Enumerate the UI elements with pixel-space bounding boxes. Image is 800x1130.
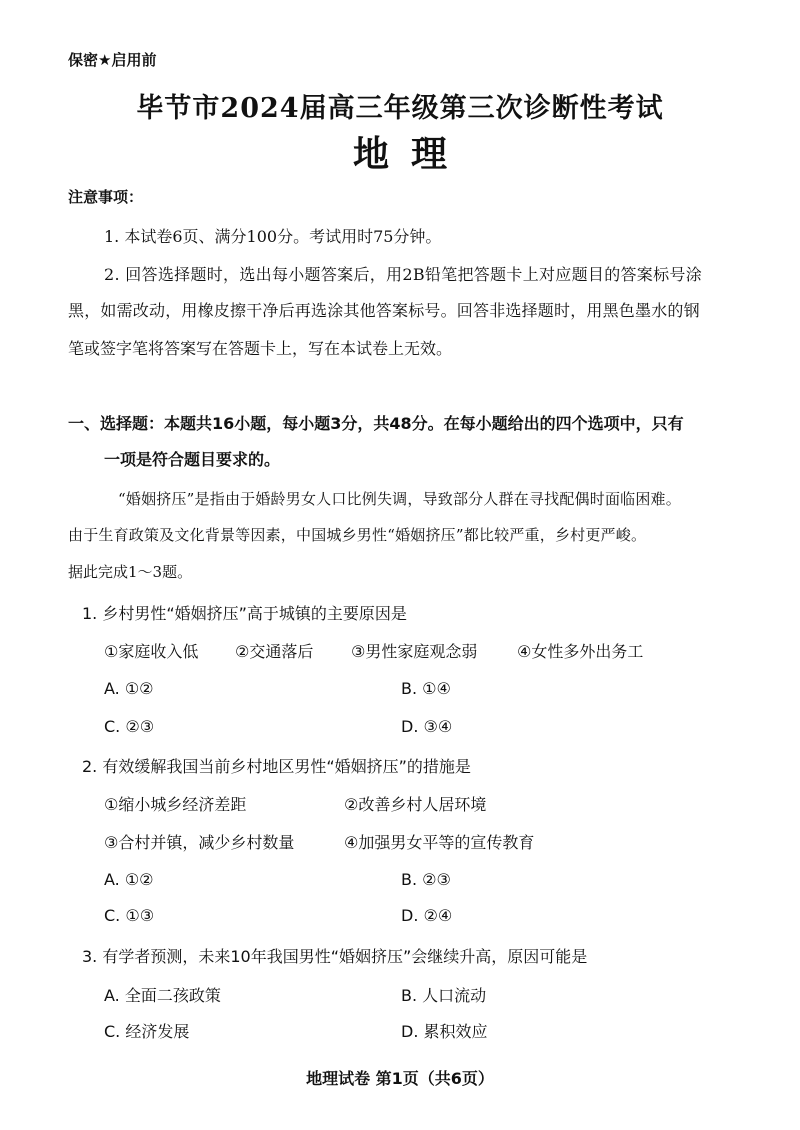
question-2-stem: 2. 有效缓解我国当前乡村地区男性“婚姻挤压”的措施是 [82, 757, 471, 776]
notice-heading: 注意事项： [68, 188, 144, 206]
question-1-item-3: ③男性家庭观念弱 [351, 642, 478, 661]
page-footer: 地理试卷 第1页（共6页） [306, 1069, 494, 1088]
question-2-option-a: A. ①② [104, 870, 154, 889]
passage-line-3: 据此完成1～3题。 [68, 563, 193, 581]
question-1-item-4: ④女性多外出务工 [517, 642, 644, 661]
question-1-option-c: C. ②③ [104, 717, 155, 736]
question-3-option-b: B. 人口流动 [401, 986, 487, 1005]
question-2-item-3: ③合村并镇，减少乡村数量 [104, 833, 295, 852]
question-2-option-d: D. ②④ [401, 906, 453, 925]
question-2-item-2: ②改善乡村人居环境 [344, 795, 487, 814]
exam-title: 毕节市2024届高三年级第三次诊断性考试 [136, 93, 664, 124]
question-3-option-d: D. 累积效应 [401, 1022, 488, 1041]
question-1-option-d: D. ③④ [401, 717, 453, 736]
question-1-item-2: ②交通落后 [235, 642, 314, 661]
notice-item-2-line-1: 2. 回答选择题时，选出每小题答案后，用2B铅笔把答题卡上对应题目的答案标号涂 [104, 265, 702, 284]
question-3-stem: 3. 有学者预测，未来10年我国男性“婚姻挤压”会继续升高，原因可能是 [82, 947, 588, 966]
notice-item-1: 1. 本试卷6页、满分100分。考试用时75分钟。 [104, 227, 442, 246]
question-3-option-a: A. 全面二孩政策 [104, 986, 221, 1005]
question-2-item-4: ④加强男女平等的宣传教育 [344, 833, 535, 852]
question-1-item-1: ①家庭收入低 [104, 642, 199, 661]
confidential-label: 保密★启用前 [68, 51, 157, 69]
passage-line-1: “婚姻挤压”是指由于婚龄男女人口比例失调，导致部分人群在寻找配偶时面临困难。 [118, 490, 681, 508]
subject-title: 地理 [352, 133, 469, 175]
question-3-option-c: C. 经济发展 [104, 1022, 190, 1041]
notice-item-2-line-3: 笔或签字笔将答案写在答题卡上，写在本试卷上无效。 [68, 339, 453, 358]
notice-item-2-line-2: 黑，如需改动，用橡皮擦干净后再选涂其他答案标号。回答非选择题时，用黑色墨水的钢 [68, 301, 700, 320]
question-1-stem: 1. 乡村男性“婚姻挤压”高于城镇的主要原因是 [82, 604, 407, 623]
question-2-option-b: B. ②③ [401, 870, 451, 889]
question-1-option-b: B. ①④ [401, 679, 451, 698]
question-2-option-c: C. ①③ [104, 906, 155, 925]
question-2-item-1: ①缩小城乡经济差距 [104, 795, 247, 814]
question-1-option-a: A. ①② [104, 679, 154, 698]
section-instruction-line-2: 一项是符合题目要求的。 [104, 450, 281, 469]
section-instruction-line-1: 一、选择题：本题共16小题，每小题3分，共48分。在每小题给出的四个选项中，只有 [68, 414, 684, 433]
passage-line-2: 由于生育政策及文化背景等因素，中国城乡男性“婚姻挤压”都比较严重，乡村更严峻。 [68, 526, 647, 544]
